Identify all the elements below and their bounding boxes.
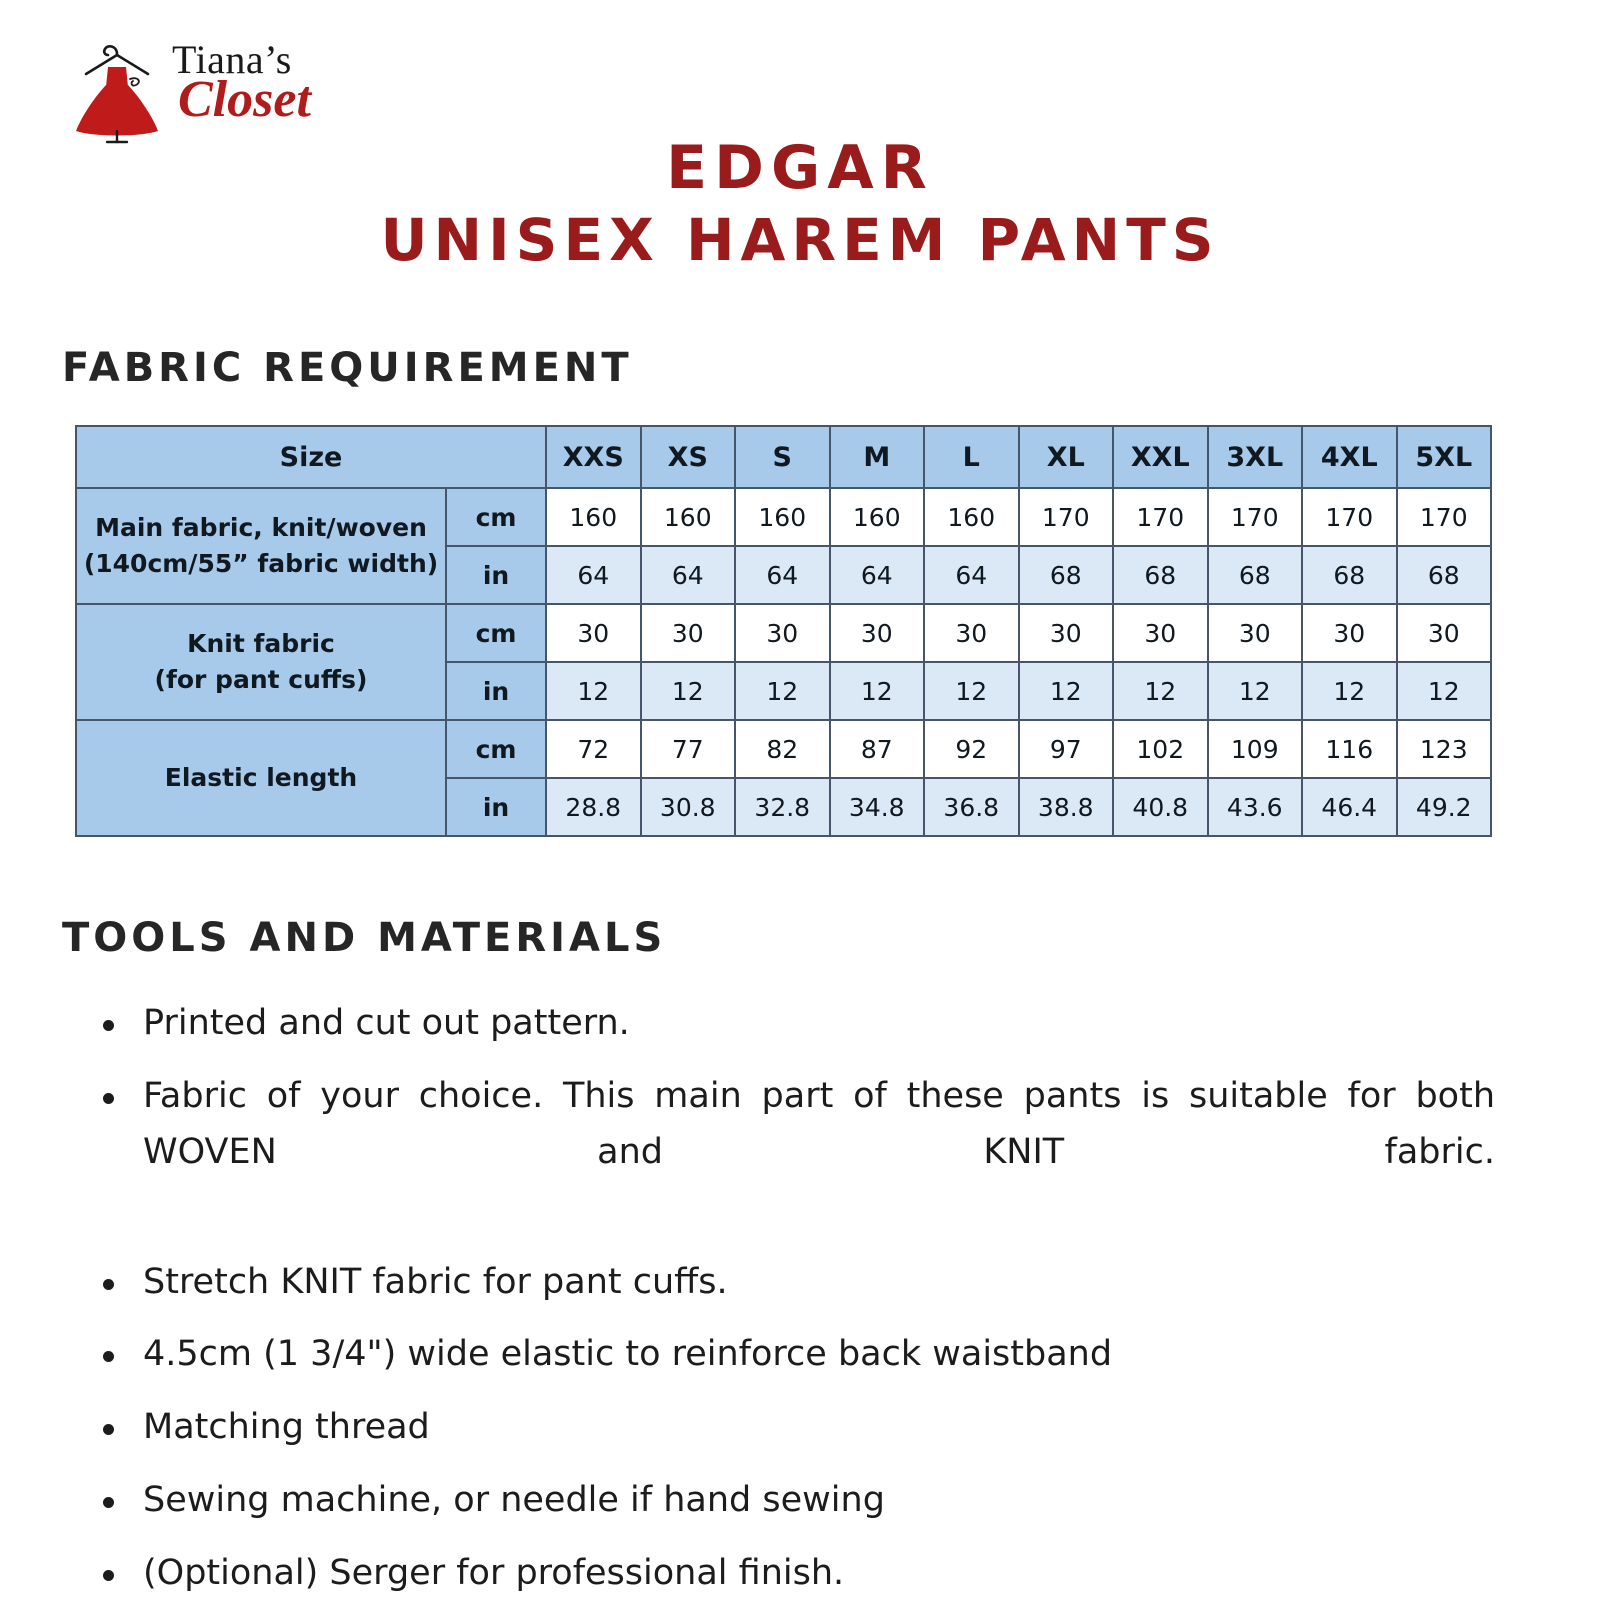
cell-value: 30 [1208,604,1303,662]
cell-value: 12 [1113,662,1208,720]
list-item-text: Fabric of your choice. This main part of these pants is suitable for both WOVEN and KNIT fabric. [143,1075,1495,1173]
unit-cell-cm: cm [446,488,546,546]
column-header-size-0: XXS [546,426,641,488]
cell-value: 64 [641,546,736,604]
list-item: Stretch KNIT fabric for pant cuffs. [95,1254,1515,1311]
cell-value: 87 [830,720,925,778]
cell-value: 109 [1208,720,1303,778]
brand-name-line2: Closet [178,71,311,128]
column-header-size-7: 3XL [1208,426,1303,488]
cell-value: 43.6 [1208,778,1303,836]
cell-value: 30 [924,604,1019,662]
pattern-subtitle: UNISEX HAREM PANTS [380,206,1220,275]
cell-value: 170 [1208,488,1303,546]
cell-value: 40.8 [1113,778,1208,836]
cell-value: 64 [830,546,925,604]
table-row [76,720,1491,778]
row-label-elastic-length [76,720,446,836]
row-label-knit-fabric [76,604,446,720]
fabric-requirement-table-wrapper [75,425,1490,837]
cell-value: 30 [1113,604,1208,662]
cell-value: 68 [1019,546,1114,604]
unit-cell-cm: cm [446,720,546,778]
cell-value: 68 [1113,546,1208,604]
cell-value: 32.8 [735,778,830,836]
cell-value: 12 [546,662,641,720]
cell-value: 77 [641,720,736,778]
column-header-size: Size [76,426,546,488]
unit-cell-in: in [446,778,546,836]
unit-cell-cm: cm [446,604,546,662]
list-item: (Optional) Serger for professional finish. [95,1545,1515,1602]
cell-value: 116 [1302,720,1397,778]
cell-value: 30 [735,604,830,662]
cell-value: 64 [735,546,830,604]
cell-value: 160 [830,488,925,546]
row-label-line1: Knit fabric [187,628,335,658]
cell-value: 38.8 [1019,778,1114,836]
row-label-main-fabric [76,488,446,604]
cell-value: 30 [1397,604,1492,662]
cell-value: 97 [1019,720,1114,778]
brand-name-line1: Tiana’s [172,37,292,82]
fabric-requirement-heading: FABRIC REQUIREMENT [62,345,633,391]
cell-value: 170 [1397,488,1492,546]
column-header-size-5: XL [1019,426,1114,488]
cell-value: 12 [1302,662,1397,720]
cell-value: 34.8 [830,778,925,836]
cell-value: 12 [924,662,1019,720]
list-item [95,1068,1495,1238]
row-label-line1: Main fabric, knit/woven [95,512,427,542]
row-label-line2: (for pant cuffs) [154,665,368,694]
brand-logo [60,32,360,147]
row-label-line2: (140cm/55” fabric width) [83,549,439,578]
cell-value: 160 [924,488,1019,546]
cell-value: 30.8 [641,778,736,836]
cell-value: 92 [924,720,1019,778]
column-header-size-8: 4XL [1302,426,1397,488]
cell-value: 30 [1302,604,1397,662]
list-item: Matching thread [95,1399,1515,1456]
cell-value: 82 [735,720,830,778]
unit-cell-in: in [446,662,546,720]
cell-value: 30 [1019,604,1114,662]
cell-value: 102 [1113,720,1208,778]
page-title [0,135,1600,273]
cell-value: 160 [546,488,641,546]
column-header-size-3: M [830,426,925,488]
cell-value: 28.8 [546,778,641,836]
list-item: Sewing machine, or needle if hand sewing [95,1472,1515,1529]
cell-value: 64 [546,546,641,604]
cell-value: 30 [830,604,925,662]
cell-value: 123 [1397,720,1492,778]
cell-value: 64 [924,546,1019,604]
cell-value: 12 [1208,662,1303,720]
cell-value: 12 [735,662,830,720]
brand-wordmark [172,37,362,128]
cell-value: 49.2 [1397,778,1492,836]
pattern-name: EDGAR [666,133,934,203]
column-header-size-4: L [924,426,1019,488]
red-dress-mannequin-icon [62,38,172,146]
cell-value: 160 [735,488,830,546]
cell-value: 30 [546,604,641,662]
cell-value: 160 [641,488,736,546]
list-item: Printed and cut out pattern. [95,995,1515,1052]
cell-value: 170 [1302,488,1397,546]
unit-cell-in: in [446,546,546,604]
column-header-size-9: 5XL [1397,426,1492,488]
cell-value: 36.8 [924,778,1019,836]
cell-value: 170 [1113,488,1208,546]
row-label-line1: Elastic length [164,762,358,792]
cell-value: 30 [641,604,736,662]
column-header-size-2: S [735,426,830,488]
cell-value: 46.4 [1302,778,1397,836]
tools-and-materials-list [95,995,1515,1617]
cell-value: 12 [1019,662,1114,720]
cell-value: 12 [830,662,925,720]
cell-value: 170 [1019,488,1114,546]
cell-value: 12 [1397,662,1492,720]
tools-and-materials-heading: TOOLS AND MATERIALS [62,915,667,961]
table-header-row [76,426,1491,488]
cell-value: 68 [1302,546,1397,604]
cell-value: 68 [1208,546,1303,604]
table-row [76,604,1491,662]
list-item: 4.5cm (1 3/4") wide elastic to reinforce back waistband [95,1326,1515,1383]
column-header-size-6: XXL [1113,426,1208,488]
fabric-requirement-table [75,425,1492,837]
cell-value: 72 [546,720,641,778]
cell-value: 12 [641,662,736,720]
table-row [76,488,1491,546]
cell-value: 68 [1397,546,1492,604]
column-header-size-1: XS [641,426,736,488]
